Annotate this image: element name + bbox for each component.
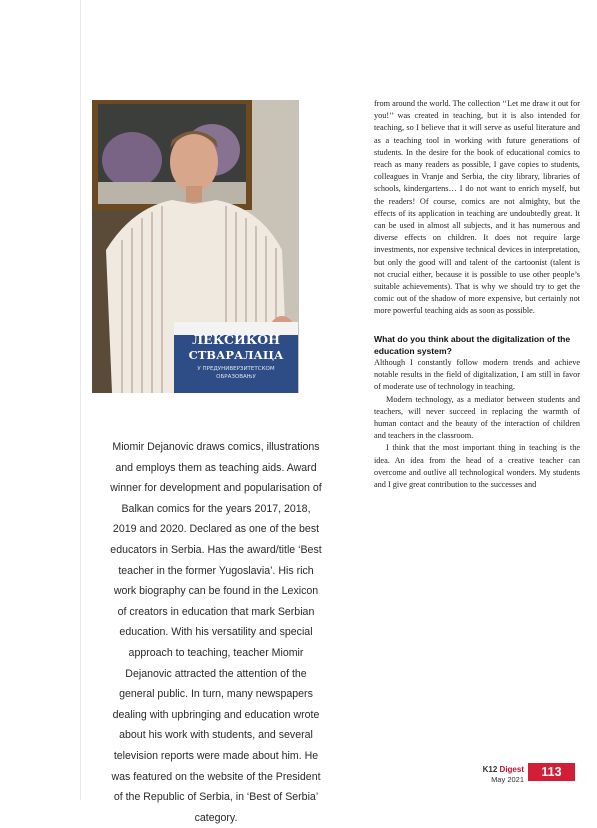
portrait-photo	[92, 100, 299, 393]
book-subtitle-line1: У ПРЕДУНИВЕРЗИТЕТСКОМ	[197, 366, 275, 372]
magazine-name-main: K12	[482, 765, 498, 774]
book-title-line2: СТВАРАЛАЦА	[188, 348, 284, 362]
photo-caption: Miomir Dejanovic draws comics, illustrations and employs them as teaching aids. Award winner for development and popularisation of Balkan comics for the years 2017, 2018, 2019 and 2020. Declared as one of the best educators in Serbia. Has the award/title ‘Best teacher in the former Yugoslavia’. His rich work biography can be found in the Lexicon of creators in education that mark Serbian education. With his versatility and special approach to teaching, teacher Miomir Dejanovic attracted the attention of the general public. In turn, many newspapers dealing with upbringing and education wrote about his work with students, and several television reports were made about him. He was featured on the website of the President of the Republic of Serbia, in ‘Best of Serbia’ category.	[110, 441, 322, 824]
book-title-line1: ЛЕКСИКОН	[192, 332, 280, 347]
interview-question: What do you think about the digitalization of the education system?	[374, 333, 571, 356]
magazine-name	[483, 765, 524, 774]
page-number: 113	[528, 763, 575, 781]
publication-info	[483, 765, 524, 784]
magazine-name-accent: Digest	[499, 765, 524, 774]
article-paragraph: from around the world. The collection ‘‘Let me draw it out for you!’’ was created in teaching, but it is also intended for teaching, so I believe that it will serve as useful literature and as a teaching tool in working with future generations of students. In the desire for the book of educational comics to reach as many readers as possible, I gave copies to students, colleagues in Vranje and Serbia, the city library, libraries of schools, kindergartens… I do not want to enrich myself, but the readers! Of course, comics are not almighty, but the effects of its application in teaching are undoubtedly great. It can be used in almost all subjects, and it has numerous and diverse effects on children. It does not require large investments, nor expensive technical devices in interpretation, but only the good will and talent of the cartoonist (talent is not crucial either, because it is possible to use other people’s suitable achievements). That is why we should try to get the comic out of the shadow of more expensive, but certainly not more powerful teaching aids as soon as possible.	[374, 99, 580, 316]
article-paragraph: I think that the most important thing in teaching is the idea. An idea from the head of a creative teacher can overcome and outlive all technological wonders. My students and I give great contribution to the successes and	[374, 443, 580, 490]
book-subtitle-line2: ОБРАЗОВАЊУ	[216, 374, 256, 380]
issue-date: May 2021	[491, 775, 524, 784]
article-paragraph: Although I constantly follow modern trends and achieve notable results in the field of digitalization, I am still in favor of moderate use of technology in teaching.	[374, 358, 580, 392]
margin-rule	[80, 0, 81, 800]
article-paragraph: Modern technology, as a mediator between students and teachers, will never succeed in replacing the warmth of human contact and the beauty of the interaction of children and teachers in the classroom.	[374, 394, 580, 441]
article-column	[374, 98, 580, 491]
